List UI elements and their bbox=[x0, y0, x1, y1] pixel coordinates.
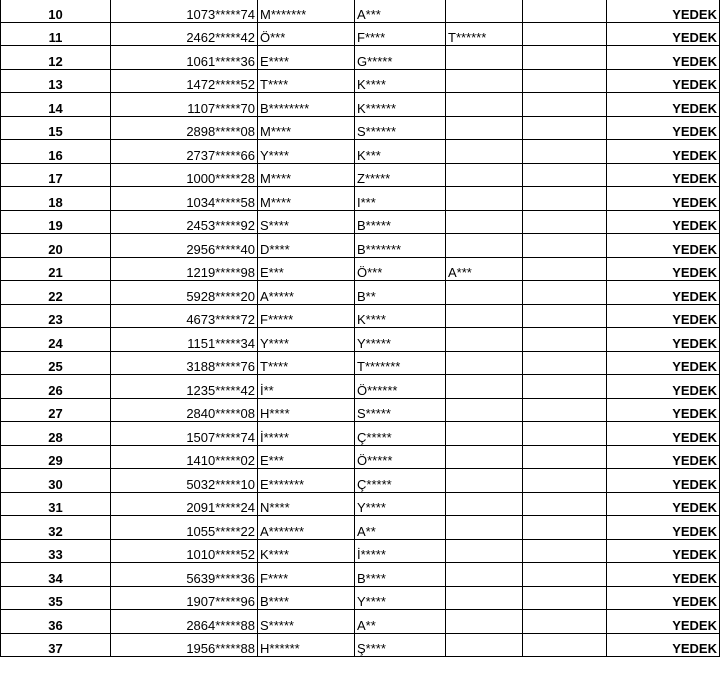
second-name-cell: Z***** bbox=[355, 163, 446, 187]
row-number-cell: 13 bbox=[1, 69, 111, 93]
row-number-cell: 26 bbox=[1, 375, 111, 399]
empty-cell bbox=[523, 163, 607, 187]
second-name-cell: B******* bbox=[355, 234, 446, 258]
row-number-cell: 27 bbox=[1, 398, 111, 422]
id-number-cell: 2898*****08 bbox=[111, 116, 258, 140]
empty-cell bbox=[523, 46, 607, 70]
first-name-cell: E*** bbox=[258, 257, 355, 281]
empty-cell bbox=[523, 422, 607, 446]
status-cell: YEDEK bbox=[607, 398, 720, 422]
empty-cell bbox=[523, 398, 607, 422]
empty-cell bbox=[523, 0, 607, 22]
second-name-cell: A** bbox=[355, 610, 446, 634]
table-row bbox=[1, 610, 720, 634]
third-name-cell bbox=[446, 93, 523, 117]
first-name-cell: T**** bbox=[258, 69, 355, 93]
empty-cell bbox=[523, 586, 607, 610]
status-cell: YEDEK bbox=[607, 445, 720, 469]
second-name-cell: S****** bbox=[355, 116, 446, 140]
row-number-cell: 36 bbox=[1, 610, 111, 634]
first-name-cell: D**** bbox=[258, 234, 355, 258]
id-number-cell: 1107*****70 bbox=[111, 93, 258, 117]
row-number-cell: 23 bbox=[1, 304, 111, 328]
row-number-cell: 14 bbox=[1, 93, 111, 117]
empty-cell bbox=[523, 610, 607, 634]
id-number-cell: 1235*****42 bbox=[111, 375, 258, 399]
id-number-cell: 1956*****88 bbox=[111, 633, 258, 657]
row-number-cell: 20 bbox=[1, 234, 111, 258]
third-name-cell bbox=[446, 351, 523, 375]
row-number-cell: 19 bbox=[1, 210, 111, 234]
table-row bbox=[1, 492, 720, 516]
empty-cell bbox=[523, 563, 607, 587]
id-number-cell: 1073*****74 bbox=[111, 0, 258, 22]
third-name-cell bbox=[446, 375, 523, 399]
second-name-cell: Ç***** bbox=[355, 422, 446, 446]
table-row bbox=[1, 351, 720, 375]
status-cell: YEDEK bbox=[607, 234, 720, 258]
first-name-cell: Y**** bbox=[258, 140, 355, 164]
second-name-cell: Ç***** bbox=[355, 469, 446, 493]
second-name-cell: A*** bbox=[355, 0, 446, 22]
id-number-cell: 1507*****74 bbox=[111, 422, 258, 446]
third-name-cell bbox=[446, 633, 523, 657]
row-number-cell: 22 bbox=[1, 281, 111, 305]
status-cell: YEDEK bbox=[607, 633, 720, 657]
first-name-cell: K**** bbox=[258, 539, 355, 563]
status-cell: YEDEK bbox=[607, 304, 720, 328]
empty-cell bbox=[523, 469, 607, 493]
second-name-cell: I*** bbox=[355, 187, 446, 211]
row-number-cell: 35 bbox=[1, 586, 111, 610]
empty-cell bbox=[523, 210, 607, 234]
status-cell: YEDEK bbox=[607, 516, 720, 540]
second-name-cell: G***** bbox=[355, 46, 446, 70]
third-name-cell bbox=[446, 539, 523, 563]
empty-cell bbox=[523, 445, 607, 469]
empty-cell bbox=[523, 516, 607, 540]
first-name-cell: E**** bbox=[258, 46, 355, 70]
table-row bbox=[1, 633, 720, 657]
row-number-cell: 28 bbox=[1, 422, 111, 446]
third-name-cell bbox=[446, 69, 523, 93]
row-number-cell: 33 bbox=[1, 539, 111, 563]
id-number-cell: 4673*****72 bbox=[111, 304, 258, 328]
second-name-cell: A** bbox=[355, 516, 446, 540]
empty-cell bbox=[523, 375, 607, 399]
first-name-cell: H****** bbox=[258, 633, 355, 657]
first-name-cell: S**** bbox=[258, 210, 355, 234]
id-number-cell: 1219*****98 bbox=[111, 257, 258, 281]
second-name-cell: S***** bbox=[355, 398, 446, 422]
table-row bbox=[1, 0, 720, 22]
id-number-cell: 5928*****20 bbox=[111, 281, 258, 305]
row-number-cell: 21 bbox=[1, 257, 111, 281]
third-name-cell bbox=[446, 116, 523, 140]
status-cell: YEDEK bbox=[607, 210, 720, 234]
second-name-cell: Ö*** bbox=[355, 257, 446, 281]
third-name-cell bbox=[446, 304, 523, 328]
id-number-cell: 1472*****52 bbox=[111, 69, 258, 93]
row-number-cell: 31 bbox=[1, 492, 111, 516]
first-name-cell: S***** bbox=[258, 610, 355, 634]
status-cell: YEDEK bbox=[607, 328, 720, 352]
status-cell: YEDEK bbox=[607, 116, 720, 140]
status-cell: YEDEK bbox=[607, 375, 720, 399]
status-cell: YEDEK bbox=[607, 422, 720, 446]
table-row bbox=[1, 281, 720, 305]
status-cell: YEDEK bbox=[607, 492, 720, 516]
status-cell: YEDEK bbox=[607, 93, 720, 117]
first-name-cell: B******** bbox=[258, 93, 355, 117]
first-name-cell: B**** bbox=[258, 586, 355, 610]
table-row bbox=[1, 140, 720, 164]
second-name-cell: B***** bbox=[355, 210, 446, 234]
empty-cell bbox=[523, 22, 607, 46]
id-number-cell: 1410*****02 bbox=[111, 445, 258, 469]
empty-cell bbox=[523, 492, 607, 516]
table-row bbox=[1, 516, 720, 540]
row-number-cell: 18 bbox=[1, 187, 111, 211]
second-name-cell: Ö***** bbox=[355, 445, 446, 469]
third-name-cell: A*** bbox=[446, 257, 523, 281]
table-row bbox=[1, 187, 720, 211]
id-number-cell: 1010*****52 bbox=[111, 539, 258, 563]
row-number-cell: 37 bbox=[1, 633, 111, 657]
second-name-cell: Y**** bbox=[355, 586, 446, 610]
table-row bbox=[1, 398, 720, 422]
id-number-cell: 2840*****08 bbox=[111, 398, 258, 422]
table-row bbox=[1, 46, 720, 70]
third-name-cell bbox=[446, 140, 523, 164]
table-row bbox=[1, 234, 720, 258]
third-name-cell bbox=[446, 187, 523, 211]
empty-cell bbox=[523, 116, 607, 140]
row-number-cell: 11 bbox=[1, 22, 111, 46]
status-cell: YEDEK bbox=[607, 187, 720, 211]
status-cell: YEDEK bbox=[607, 140, 720, 164]
empty-cell bbox=[523, 257, 607, 281]
empty-cell bbox=[523, 187, 607, 211]
table-row bbox=[1, 563, 720, 587]
empty-cell bbox=[523, 539, 607, 563]
first-name-cell: F**** bbox=[258, 563, 355, 587]
empty-cell bbox=[523, 234, 607, 258]
table-row bbox=[1, 69, 720, 93]
third-name-cell bbox=[446, 281, 523, 305]
id-number-cell: 1061*****36 bbox=[111, 46, 258, 70]
id-number-cell: 1055*****22 bbox=[111, 516, 258, 540]
row-number-cell: 12 bbox=[1, 46, 111, 70]
table-row bbox=[1, 328, 720, 352]
status-cell: YEDEK bbox=[607, 610, 720, 634]
second-name-cell: K**** bbox=[355, 304, 446, 328]
status-cell: YEDEK bbox=[607, 469, 720, 493]
table-row bbox=[1, 163, 720, 187]
first-name-cell: N**** bbox=[258, 492, 355, 516]
empty-cell bbox=[523, 281, 607, 305]
second-name-cell: Y**** bbox=[355, 492, 446, 516]
table-row bbox=[1, 422, 720, 446]
first-name-cell: İ***** bbox=[258, 422, 355, 446]
id-number-cell: 2453*****92 bbox=[111, 210, 258, 234]
second-name-cell: Y***** bbox=[355, 328, 446, 352]
second-name-cell: İ***** bbox=[355, 539, 446, 563]
status-cell: YEDEK bbox=[607, 0, 720, 22]
first-name-cell: E*** bbox=[258, 445, 355, 469]
first-name-cell: H**** bbox=[258, 398, 355, 422]
first-name-cell: F***** bbox=[258, 304, 355, 328]
third-name-cell bbox=[446, 563, 523, 587]
first-name-cell: İ** bbox=[258, 375, 355, 399]
table-row bbox=[1, 469, 720, 493]
id-number-cell: 3188*****76 bbox=[111, 351, 258, 375]
status-cell: YEDEK bbox=[607, 351, 720, 375]
third-name-cell bbox=[446, 234, 523, 258]
table-row bbox=[1, 257, 720, 281]
first-name-cell: E******* bbox=[258, 469, 355, 493]
table-row bbox=[1, 586, 720, 610]
id-number-cell: 2462*****42 bbox=[111, 22, 258, 46]
id-number-cell: 5639*****36 bbox=[111, 563, 258, 587]
row-number-cell: 15 bbox=[1, 116, 111, 140]
table-body bbox=[1, 0, 720, 657]
id-number-cell: 2091*****24 bbox=[111, 492, 258, 516]
second-name-cell: K*** bbox=[355, 140, 446, 164]
status-cell: YEDEK bbox=[607, 563, 720, 587]
empty-cell bbox=[523, 93, 607, 117]
row-number-cell: 25 bbox=[1, 351, 111, 375]
status-cell: YEDEK bbox=[607, 163, 720, 187]
id-number-cell: 2956*****40 bbox=[111, 234, 258, 258]
third-name-cell bbox=[446, 469, 523, 493]
table-row bbox=[1, 116, 720, 140]
first-name-cell: M**** bbox=[258, 116, 355, 140]
second-name-cell: K****** bbox=[355, 93, 446, 117]
third-name-cell bbox=[446, 516, 523, 540]
row-number-cell: 32 bbox=[1, 516, 111, 540]
status-cell: YEDEK bbox=[607, 46, 720, 70]
status-cell: YEDEK bbox=[607, 539, 720, 563]
first-name-cell: M******* bbox=[258, 0, 355, 22]
third-name-cell bbox=[446, 422, 523, 446]
id-number-cell: 1907*****96 bbox=[111, 586, 258, 610]
status-cell: YEDEK bbox=[607, 69, 720, 93]
third-name-cell bbox=[446, 0, 523, 22]
first-name-cell: T**** bbox=[258, 351, 355, 375]
second-name-cell: B** bbox=[355, 281, 446, 305]
table-row bbox=[1, 22, 720, 46]
table-row bbox=[1, 375, 720, 399]
third-name-cell bbox=[446, 398, 523, 422]
status-cell: YEDEK bbox=[607, 586, 720, 610]
first-name-cell: A******* bbox=[258, 516, 355, 540]
second-name-cell: T******* bbox=[355, 351, 446, 375]
row-number-cell: 16 bbox=[1, 140, 111, 164]
id-number-cell: 5032*****10 bbox=[111, 469, 258, 493]
empty-cell bbox=[523, 328, 607, 352]
third-name-cell bbox=[446, 586, 523, 610]
third-name-cell bbox=[446, 610, 523, 634]
third-name-cell bbox=[446, 163, 523, 187]
first-name-cell: M**** bbox=[258, 163, 355, 187]
table-row bbox=[1, 210, 720, 234]
empty-cell bbox=[523, 69, 607, 93]
empty-cell bbox=[523, 633, 607, 657]
third-name-cell bbox=[446, 210, 523, 234]
id-number-cell: 1151*****34 bbox=[111, 328, 258, 352]
third-name-cell bbox=[446, 492, 523, 516]
id-number-cell: 2864*****88 bbox=[111, 610, 258, 634]
row-number-cell: 17 bbox=[1, 163, 111, 187]
empty-cell bbox=[523, 304, 607, 328]
row-number-cell: 30 bbox=[1, 469, 111, 493]
table-row bbox=[1, 539, 720, 563]
table-row bbox=[1, 445, 720, 469]
status-cell: YEDEK bbox=[607, 281, 720, 305]
second-name-cell: Ş**** bbox=[355, 633, 446, 657]
table-row bbox=[1, 93, 720, 117]
third-name-cell bbox=[446, 46, 523, 70]
id-number-cell: 2737*****66 bbox=[111, 140, 258, 164]
empty-cell bbox=[523, 140, 607, 164]
third-name-cell bbox=[446, 445, 523, 469]
third-name-cell bbox=[446, 328, 523, 352]
third-name-cell: T****** bbox=[446, 22, 523, 46]
id-number-cell: 1034*****58 bbox=[111, 187, 258, 211]
status-cell: YEDEK bbox=[607, 22, 720, 46]
row-number-cell: 24 bbox=[1, 328, 111, 352]
status-cell: YEDEK bbox=[607, 257, 720, 281]
id-number-cell: 1000*****28 bbox=[111, 163, 258, 187]
first-name-cell: A***** bbox=[258, 281, 355, 305]
row-number-cell: 10 bbox=[1, 0, 111, 22]
first-name-cell: Y**** bbox=[258, 328, 355, 352]
empty-cell bbox=[523, 351, 607, 375]
first-name-cell: Ö*** bbox=[258, 22, 355, 46]
second-name-cell: Ö****** bbox=[355, 375, 446, 399]
second-name-cell: B**** bbox=[355, 563, 446, 587]
row-number-cell: 34 bbox=[1, 563, 111, 587]
first-name-cell: M**** bbox=[258, 187, 355, 211]
row-number-cell: 29 bbox=[1, 445, 111, 469]
second-name-cell: K**** bbox=[355, 69, 446, 93]
table-row bbox=[1, 304, 720, 328]
second-name-cell: F**** bbox=[355, 22, 446, 46]
